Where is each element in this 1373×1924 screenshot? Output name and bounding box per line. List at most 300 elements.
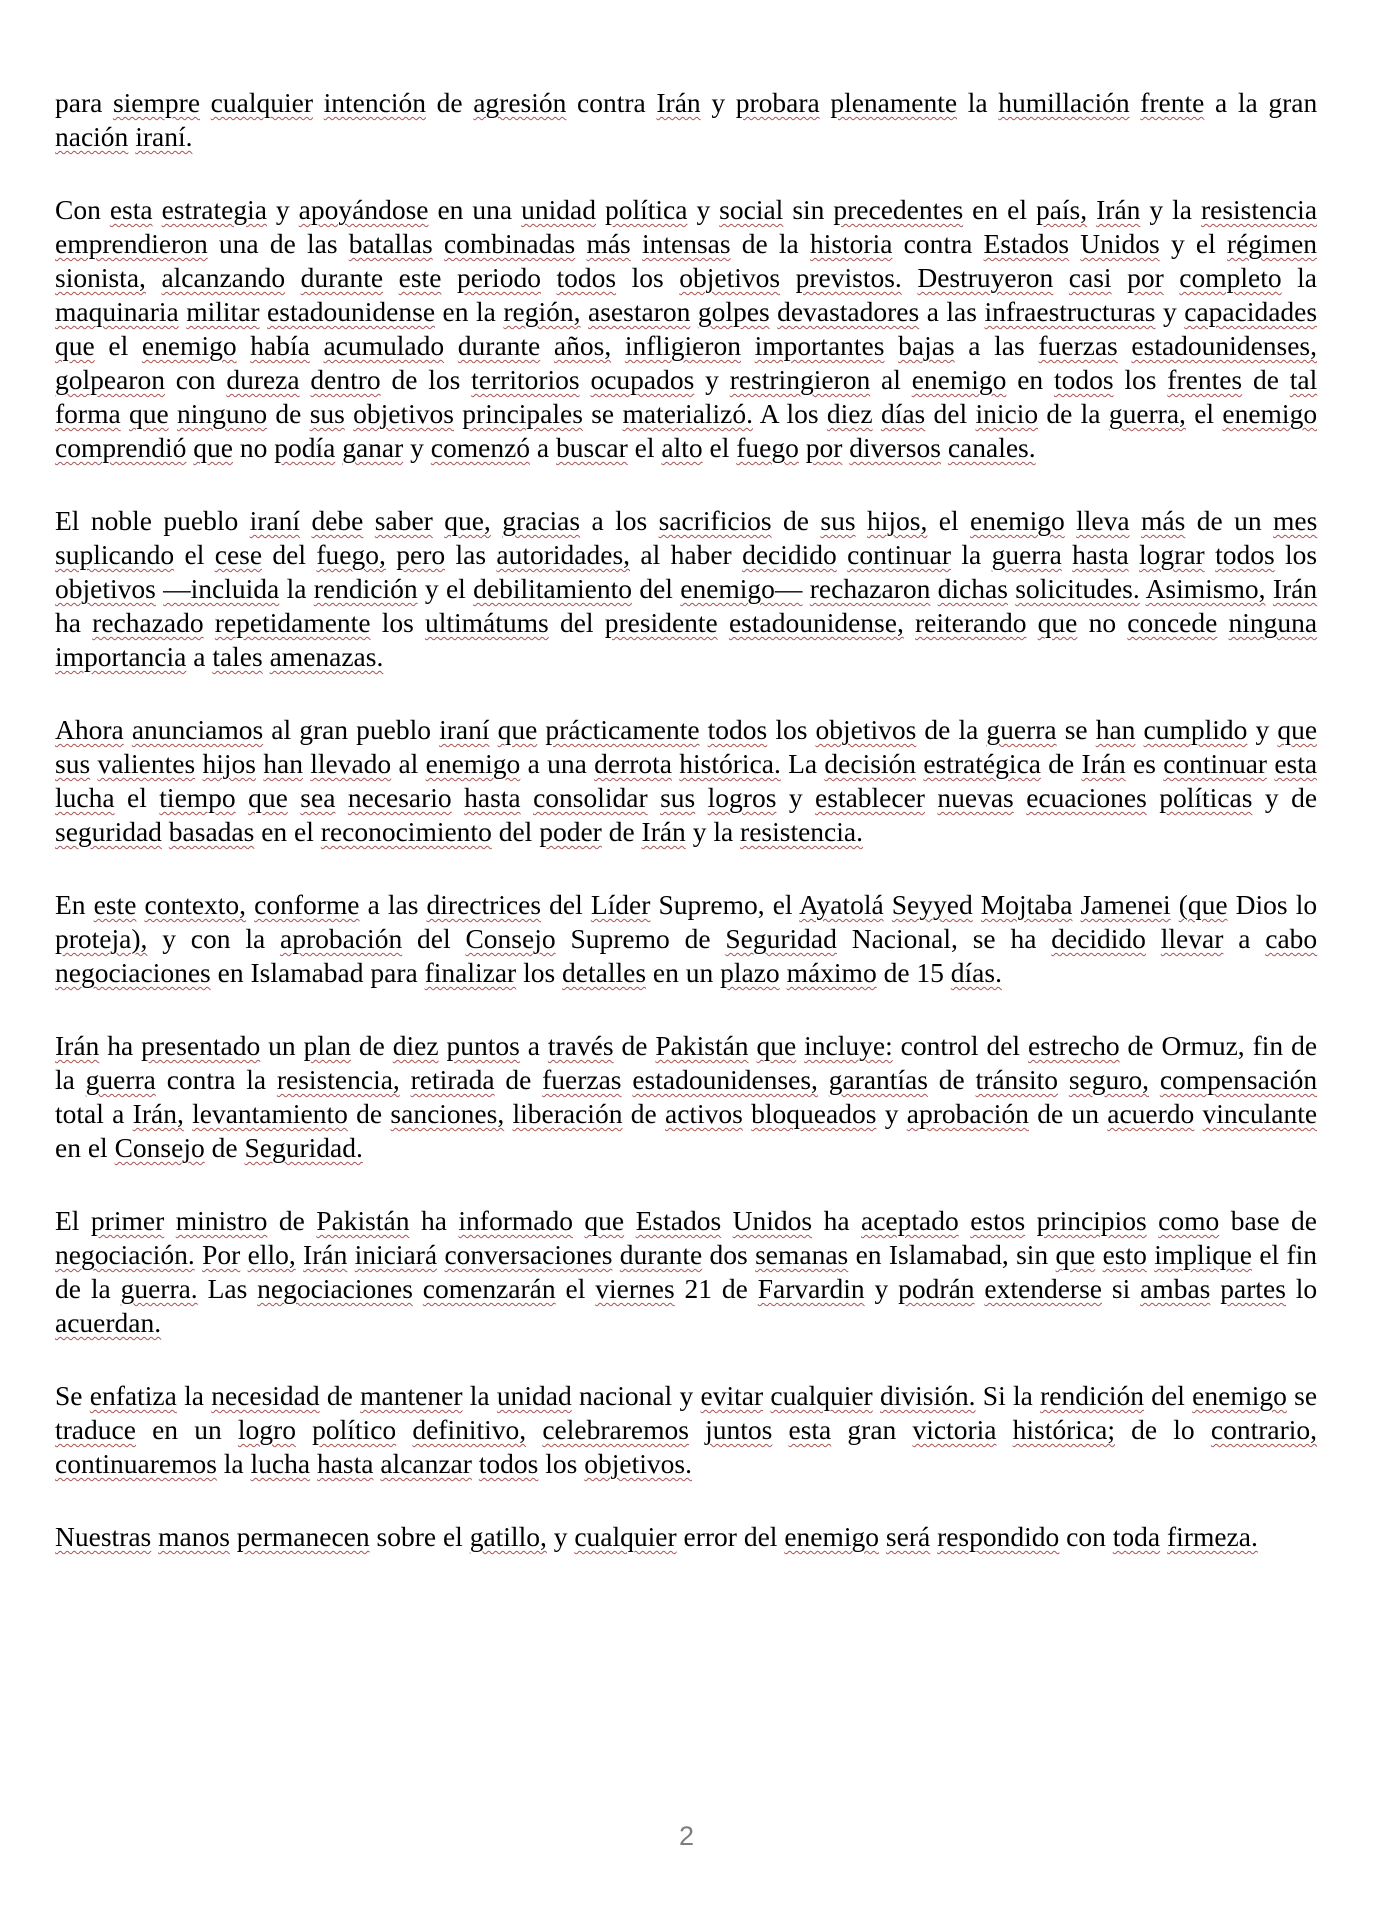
misspelled-word: dichas — [937, 573, 1008, 604]
misspelled-word: país, — [1035, 194, 1088, 225]
misspelled-word: lograr — [1139, 539, 1205, 570]
misspelled-word: combinadas — [443, 228, 576, 259]
misspelled-word: canales. — [947, 432, 1036, 463]
misspelled-word: seguridad — [55, 816, 162, 847]
misspelled-word: completo — [1179, 262, 1282, 293]
misspelled-word: celebraremos — [542, 1414, 689, 1445]
misspelled-word: Estados — [983, 228, 1070, 259]
misspelled-word: diez — [826, 398, 873, 429]
misspelled-word: político — [312, 1414, 397, 1445]
misspelled-word: que — [1055, 1239, 1096, 1270]
misspelled-word: Unidos — [732, 1205, 813, 1236]
misspelled-word: fuerzas — [542, 1064, 622, 1095]
misspelled-word: través — [547, 1030, 614, 1061]
misspelled-word: contrario, — [1210, 1414, 1317, 1445]
misspelled-word: hijos — [202, 748, 256, 779]
misspelled-word: durante — [457, 330, 541, 361]
misspelled-word: sus — [820, 505, 856, 536]
misspelled-word: necesario — [347, 782, 452, 813]
misspelled-word: sionista, — [55, 262, 146, 293]
misspelled-word: Farvardin — [757, 1273, 865, 1304]
paragraph: Ahora anunciamos al gran pueblo iraní que prácticamente todos los objetivos de la guerra se han cumplido y que sus valientes hijos han llevado al enemigo a una derrota histórica. La decisión estratégica de Irán es continuar esta lucha el tiempo que sea necesario hasta consolidar sus logros y establecer nuevas ecuaciones políticas y de seguridad basadas en el reconocimiento del poder de Irán y la resistencia. — [55, 714, 1318, 847]
misspelled-word: hasta — [464, 782, 521, 813]
misspelled-word: que — [55, 330, 95, 361]
misspelled-word: acuerdo — [1107, 1098, 1195, 1129]
document-body-text — [55, 86, 1317, 1593]
misspelled-word: sanciones, — [390, 1098, 505, 1129]
misspelled-word: conversaciones — [444, 1239, 613, 1270]
misspelled-word: esta — [109, 194, 153, 225]
misspelled-word: nación — [55, 121, 129, 152]
misspelled-word: levantamiento — [192, 1098, 348, 1129]
misspelled-word: viernes — [595, 1273, 675, 1304]
misspelled-word: por — [1127, 262, 1164, 293]
misspelled-word: han — [263, 748, 303, 779]
misspelled-word: todos — [556, 262, 617, 293]
misspelled-word: días — [880, 398, 926, 429]
misspelled-word: fuego, — [316, 539, 386, 570]
misspelled-word: estrecho — [1028, 1030, 1120, 1061]
misspelled-word: todos — [1215, 539, 1275, 570]
misspelled-word: estrategia — [161, 194, 267, 225]
misspelled-word: ambas — [1140, 1273, 1211, 1304]
misspelled-word: poder — [539, 816, 602, 847]
misspelled-word: fuego — [736, 432, 799, 463]
misspelled-word: resistencia — [1200, 194, 1318, 225]
misspelled-word: sus — [309, 398, 345, 429]
misspelled-word: Irán — [303, 1239, 348, 1270]
misspelled-word: continuar — [847, 539, 951, 570]
misspelled-word: Nuestras — [55, 1521, 152, 1552]
misspelled-word: cese — [214, 539, 263, 570]
misspelled-word: respondido — [937, 1521, 1060, 1552]
misspelled-word: toda — [1112, 1521, 1161, 1552]
misspelled-word: dentro — [310, 364, 381, 395]
misspelled-word: detalles — [562, 957, 647, 988]
misspelled-word: Pakistán — [316, 1205, 410, 1236]
misspelled-word: Irán, — [132, 1098, 184, 1129]
misspelled-word: infligieron — [624, 330, 741, 361]
misspelled-word: definitivo, — [412, 1414, 527, 1445]
misspelled-word: directrices — [426, 889, 542, 920]
misspelled-word: guerra — [991, 539, 1062, 570]
misspelled-word: tránsito — [975, 1064, 1059, 1095]
misspelled-word: continuar — [1163, 748, 1268, 779]
misspelled-word: garantías — [828, 1064, 928, 1095]
misspelled-word: golpes — [697, 296, 770, 327]
misspelled-word: saber — [374, 505, 433, 536]
misspelled-word: negociaciones — [55, 957, 211, 988]
misspelled-word: implique — [1154, 1239, 1252, 1270]
misspelled-word: puntos — [446, 1030, 520, 1061]
misspelled-word: probara — [735, 87, 820, 118]
misspelled-word: emprendieron — [55, 228, 208, 259]
misspelled-word: enemigo — [425, 748, 521, 779]
misspelled-word: fuerzas — [1038, 330, 1118, 361]
paragraph: Nuestras manos permanecen sobre el gatillo, y cualquier error del enemigo será respondido con toda firmeza. — [55, 1521, 1258, 1552]
misspelled-word: agresión — [473, 87, 567, 118]
misspelled-word: primer — [90, 1205, 165, 1236]
misspelled-word: lucha — [55, 782, 115, 813]
misspelled-word: necesidad — [211, 1380, 320, 1411]
misspelled-word: materializó. — [622, 398, 754, 429]
misspelled-word: será — [885, 1521, 931, 1552]
misspelled-word: ganar — [342, 432, 404, 463]
misspelled-word: que — [128, 398, 169, 429]
misspelled-word: contexto, — [144, 889, 247, 920]
misspelled-word: presentado — [141, 1030, 261, 1061]
misspelled-word: semanas — [755, 1239, 849, 1270]
misspelled-word: enemigo — [1192, 1380, 1287, 1411]
misspelled-word: cualquier — [574, 1521, 677, 1552]
misspelled-word: liberación — [512, 1098, 623, 1129]
misspelled-word: pero — [396, 539, 446, 570]
misspelled-word: precedentes — [833, 194, 964, 225]
misspelled-word: plenamente — [830, 87, 958, 118]
misspelled-word: plan — [303, 1030, 351, 1061]
misspelled-word: Seguridad. — [244, 1132, 363, 1163]
misspelled-word: resistencia. — [740, 816, 863, 847]
misspelled-word: por — [805, 432, 843, 463]
misspelled-word: enemigo — [1222, 398, 1318, 429]
misspelled-word: estratégica — [923, 748, 1041, 779]
misspelled-word: decisión — [824, 748, 917, 779]
misspelled-word: podía — [274, 432, 336, 463]
misspelled-word: más — [586, 228, 631, 259]
paragraph: El primer ministro de Pakistán ha informado que Estados Unidos ha aceptado estos principios como base de negociación. Por ello, Irán iniciará conversaciones durante dos semanas en Islamabad, sin que esto implique el fin de la guerra. Las negociaciones comenzarán el viernes 21 de Farvardin y podrán extenderse si ambas partes lo acuerdan. — [55, 1205, 1318, 1338]
misspelled-word: unidad — [496, 1380, 572, 1411]
misspelled-word: gatillo, — [469, 1521, 547, 1552]
misspelled-word: apoyándose — [298, 194, 429, 225]
misspelled-word: periodo — [456, 262, 541, 293]
misspelled-word: sus — [660, 782, 696, 813]
misspelled-word: cumplido — [1143, 714, 1248, 745]
misspelled-word: acuerdan. — [55, 1307, 162, 1338]
misspelled-word: que — [497, 714, 538, 745]
misspelled-word: frente — [1140, 87, 1205, 118]
misspelled-word: enemigo — [141, 330, 237, 361]
misspelled-word: objetivos — [679, 262, 781, 293]
misspelled-word: diversos — [849, 432, 941, 463]
misspelled-word: tal — [1289, 364, 1318, 395]
page-number: 2 — [678, 1821, 695, 1851]
misspelled-word: inicio — [975, 398, 1039, 429]
misspelled-word: humillación — [998, 87, 1130, 118]
misspelled-word: restringieron — [729, 364, 871, 395]
misspelled-word: historia — [809, 228, 893, 259]
misspelled-word: sus — [55, 748, 91, 779]
misspelled-word: Destruyeron — [917, 262, 1054, 293]
misspelled-word: años, — [553, 330, 612, 361]
misspelled-word: que — [756, 1030, 797, 1061]
misspelled-word: alto — [661, 432, 703, 463]
misspelled-word: Seyyed — [891, 889, 973, 920]
misspelled-word: suplicando — [55, 539, 175, 570]
misspelled-word: bloqueados — [751, 1098, 877, 1129]
misspelled-word: valientes — [97, 748, 196, 779]
misspelled-word: guerra — [85, 1064, 156, 1095]
misspelled-word: hijos, — [866, 505, 928, 536]
misspelled-word: comprendió — [55, 432, 187, 463]
misspelled-word: traduce — [55, 1414, 136, 1445]
misspelled-word: siempre — [112, 87, 201, 118]
misspelled-word: estadounidenses, — [1131, 330, 1318, 361]
misspelled-word: días. — [950, 957, 1002, 988]
misspelled-word: debe — [311, 505, 364, 536]
misspelled-word: enemigo — [970, 505, 1065, 536]
misspelled-word: Irán — [1081, 748, 1126, 779]
paragraph: Con esta estrategia y apoyándose en una unidad política y social sin precedentes en el país, Irán y la resistencia emprendieron una de las batallas combinadas más intensas de la historia contra Estados Unidos y el régimen sionista, alcanzando durante este periodo todos los objetivos previstos. Destruyeron casi por completo la maquinaria militar estadounidense en la región, asestaron golpes devastadores a las infraestructuras y capacidades que el enemigo había acumulado durante años, infligieron importantes bajas a las fuerzas estadounidenses, golpearon con dureza dentro de los territorios ocupados y restringieron al enemigo en todos los frentes de tal forma que ninguno de sus objetivos principales se materializó. A los diez días del inicio de la guerra, el enemigo comprendió que no podía ganar y comenzó a buscar el alto el fuego por diversos canales. — [55, 194, 1318, 463]
misspelled-word: que — [193, 432, 233, 463]
misspelled-word: tales — [212, 641, 263, 672]
misspelled-word: debilitamiento — [473, 573, 632, 604]
misspelled-word: todos — [707, 714, 768, 745]
misspelled-word: alcanzar — [380, 1448, 472, 1479]
misspelled-word: —incluida — [163, 573, 280, 604]
misspelled-word: evitar — [700, 1380, 764, 1411]
misspelled-word: principios — [1036, 1205, 1147, 1236]
misspelled-word: como — [1158, 1205, 1220, 1236]
misspelled-word: capacidades — [1184, 296, 1318, 327]
misspelled-word: estadounidense, — [728, 607, 904, 638]
misspelled-word: gracias — [502, 505, 581, 536]
misspelled-word: incluye: — [804, 1030, 893, 1061]
misspelled-word: máximo — [786, 957, 877, 988]
misspelled-word: aceptado — [861, 1205, 959, 1236]
misspelled-word: todos — [478, 1448, 539, 1479]
misspelled-word: que — [1277, 714, 1318, 745]
misspelled-word: victoria — [912, 1414, 997, 1445]
misspelled-word: esta — [788, 1414, 832, 1445]
misspelled-word: Unidos — [1080, 228, 1160, 259]
misspelled-word: infraestructuras — [984, 296, 1156, 327]
misspelled-word: resistencia, — [276, 1064, 400, 1095]
misspelled-word: compensación — [1159, 1064, 1318, 1095]
misspelled-word: diez — [392, 1030, 439, 1061]
misspelled-word: Asimismo, — [1145, 573, 1266, 604]
misspelled-word: Consejo — [114, 1132, 205, 1163]
misspelled-word: este — [398, 262, 442, 293]
misspelled-word: régimen — [1226, 228, 1318, 259]
misspelled-word: importantes — [754, 330, 885, 361]
misspelled-word: firmeza. — [1166, 1521, 1258, 1552]
misspelled-word: alcanzando — [161, 262, 286, 293]
misspelled-word: llevado — [310, 748, 392, 779]
misspelled-word: logro — [237, 1414, 296, 1445]
misspelled-word: Ahora — [55, 714, 124, 745]
misspelled-word: enemigo — [784, 1521, 880, 1552]
misspelled-word: devastadores — [777, 296, 920, 327]
misspelled-word: políticas — [1159, 782, 1253, 813]
misspelled-word: ninguno — [176, 398, 268, 429]
misspelled-word: este — [93, 889, 137, 920]
misspelled-word: que — [584, 1205, 625, 1236]
misspelled-word: había — [250, 330, 310, 361]
misspelled-word: amenazas. — [269, 641, 384, 672]
misspelled-word: que — [248, 782, 288, 813]
misspelled-word: permanecen — [236, 1521, 370, 1552]
misspelled-word: aprobación — [280, 923, 403, 954]
misspelled-word: iraní — [439, 714, 490, 745]
misspelled-word: Pakistán — [655, 1030, 749, 1061]
misspelled-word: guerra. — [120, 1273, 198, 1304]
paragraph: Irán ha presentado un plan de diez puntos a través de Pakistán que incluye: control del estrecho de Ormuz, fin de la guerra contra la resistencia, retirada de fuerzas estadounidenses, garantías de tránsito seguro, compensación total a Irán, levantamiento de sanciones, liberación de activos bloqueados y aprobación de un acuerdo vinculante en el Consejo de Seguridad. — [55, 1030, 1318, 1163]
misspelled-word: esta — [1274, 748, 1318, 779]
misspelled-word: lucha — [250, 1448, 311, 1479]
misspelled-word: enemigo— — [680, 573, 803, 604]
misspelled-word: ultimátums — [425, 607, 549, 638]
misspelled-word: informado — [458, 1205, 573, 1236]
misspelled-word: ocupados — [590, 364, 695, 395]
misspelled-word: anunciamos — [131, 714, 264, 745]
misspelled-word: vinculante — [1202, 1098, 1318, 1129]
misspelled-word: que, — [444, 505, 491, 536]
misspelled-word: ello, — [247, 1239, 296, 1270]
misspelled-word: Jamenei — [1080, 889, 1171, 920]
misspelled-word: mes — [1272, 505, 1318, 536]
misspelled-word: autoridades, — [496, 539, 631, 570]
misspelled-word: partes — [1220, 1273, 1286, 1304]
misspelled-word: Líder — [590, 889, 651, 920]
misspelled-word: iraní — [249, 505, 301, 536]
misspelled-word: Irán — [1272, 573, 1318, 604]
misspelled-word: objetivos — [353, 398, 454, 429]
misspelled-word: intensas — [641, 228, 731, 259]
misspelled-word: que — [1037, 607, 1078, 638]
misspelled-word: dureza — [226, 364, 300, 395]
misspelled-word: reiterando — [915, 607, 1027, 638]
misspelled-word: objetivos — [815, 714, 917, 745]
misspelled-word: Irán — [641, 816, 686, 847]
misspelled-word: concede — [1127, 607, 1218, 638]
misspelled-word: tiempo — [159, 782, 236, 813]
misspelled-word: hasta — [316, 1448, 374, 1479]
misspelled-word: seguro, — [1068, 1064, 1150, 1095]
misspelled-word: sacrificios — [658, 505, 772, 536]
misspelled-word: rendición — [313, 573, 418, 604]
misspelled-word: guerra — [986, 714, 1057, 745]
misspelled-word: enemigo — [911, 364, 1007, 395]
misspelled-word: Mojtaba — [980, 889, 1073, 920]
misspelled-word: hasta — [1072, 539, 1129, 570]
misspelled-word: rechazaron — [809, 573, 931, 604]
misspelled-word: retirada — [410, 1064, 495, 1095]
misspelled-word: estadounidense — [267, 296, 436, 327]
misspelled-word: batallas — [348, 228, 433, 259]
misspelled-word: negociación. — [55, 1239, 195, 1270]
misspelled-word: cualquier — [770, 1380, 873, 1411]
misspelled-word: todos — [1053, 364, 1114, 395]
misspelled-word: mantener — [360, 1380, 463, 1411]
misspelled-word: social — [719, 194, 784, 225]
misspelled-word: podrán — [898, 1273, 975, 1304]
misspelled-word: solicitudes. — [1015, 573, 1140, 604]
misspelled-word: Consejo — [465, 923, 556, 954]
misspelled-word: iraní. — [135, 121, 193, 152]
misspelled-word: frentes — [1167, 364, 1243, 395]
misspelled-word: asestaron — [588, 296, 691, 327]
misspelled-word: previstos. — [795, 262, 902, 293]
misspelled-word: aprobación — [906, 1098, 1029, 1129]
misspelled-word: acumulado — [323, 330, 445, 361]
misspelled-word: logros — [707, 782, 777, 813]
misspelled-word: activos — [664, 1098, 743, 1129]
misspelled-word: maquinaria — [55, 296, 179, 327]
misspelled-word: nuevas — [937, 782, 1014, 813]
misspelled-word: repetidamente — [214, 607, 371, 638]
misspelled-word: reconocimiento — [320, 816, 492, 847]
misspelled-word: Irán — [1096, 194, 1141, 225]
misspelled-word: decidido — [742, 539, 837, 570]
misspelled-word: Irán — [656, 87, 701, 118]
misspelled-word: ministro — [175, 1205, 268, 1236]
misspelled-word: guerra, — [1108, 398, 1186, 429]
misspelled-word: presidente — [604, 607, 718, 638]
misspelled-word: rechazado — [92, 607, 204, 638]
paragraph: Se enfatiza la necesidad de mantener la unidad nacional y evitar cualquier división. Si la rendición del enemigo se traduce en un logro político definitivo, celebraremos juntos esta gran victoria histórica; de lo contrario, continuaremos la lucha hasta alcanzar todos los objetivos. — [55, 1380, 1318, 1479]
misspelled-word: conforme — [254, 889, 360, 920]
misspelled-word: manos — [158, 1521, 230, 1552]
misspelled-word: enfatiza — [89, 1380, 177, 1411]
misspelled-word: unidad — [521, 194, 596, 225]
misspelled-word: región, — [503, 296, 581, 327]
misspelled-word: extenderse — [984, 1273, 1102, 1304]
misspelled-word: bajas — [898, 330, 955, 361]
misspelled-word: lleva — [1076, 505, 1130, 536]
misspelled-word: han — [1095, 714, 1136, 745]
misspelled-word: estos — [970, 1205, 1026, 1236]
misspelled-word: objetivos. — [584, 1448, 692, 1479]
misspelled-word: ecuaciones — [1026, 782, 1147, 813]
misspelled-word: Seguridad — [725, 923, 837, 954]
misspelled-word: división. — [880, 1380, 976, 1411]
misspelled-word: militar — [186, 296, 260, 327]
misspelled-word: iniciará — [354, 1239, 438, 1270]
misspelled-word: Estados — [635, 1205, 722, 1236]
misspelled-word: continuaremos — [55, 1448, 217, 1479]
misspelled-word: forma — [55, 398, 121, 429]
paragraph: En este contexto, conforme a las directrices del Líder Supremo, el Ayatolá Seyyed Mojtaba Jamenei (que Dios lo proteja), y con la aprobación del Consejo Supremo de Seguridad Nacional, se ha decidido llevar a cabo negociaciones en Islamabad para finalizar los detalles en un plazo máximo de 15 días. — [55, 889, 1318, 988]
misspelled-word: más — [1140, 505, 1186, 536]
misspelled-word: principales — [462, 398, 583, 429]
misspelled-word: buscar — [556, 432, 628, 463]
misspelled-word: basadas — [168, 816, 255, 847]
misspelled-word: decidido — [1051, 923, 1146, 954]
misspelled-word: establecer — [815, 782, 925, 813]
misspelled-word: proteja), — [55, 923, 148, 954]
paragraph: El noble pueblo iraní debe saber que, gracias a los sacrificios de sus hijos, el enemigo lleva más de un mes suplicando el cese del fuego, pero las autoridades, al haber decidido continuar la guerra hasta lograr todos los objetivos —incluida la rendición y el debilitamiento del enemigo— rechazaron dichas solicitudes. Asimismo, Irán ha rechazado repetidamente los ultimátums del presidente estadounidense, reiterando que no concede ninguna importancia a tales amenazas. — [55, 505, 1318, 672]
misspelled-word: juntos — [705, 1414, 773, 1445]
misspelled-word: cabo — [1265, 923, 1318, 954]
misspelled-word: Irán — [55, 1030, 100, 1061]
misspelled-word: rendición — [1040, 1380, 1144, 1411]
misspelled-word: importancia — [55, 641, 187, 672]
misspelled-word: territorios — [471, 364, 580, 395]
paragraph: para siempre cualquier intención de agresión contra Irán y probara plenamente la humillación frente a la gran nación iraní. — [55, 87, 1318, 152]
misspelled-word: comenzarán — [422, 1273, 556, 1304]
misspelled-word: objetivos — [55, 573, 156, 604]
misspelled-word: durante — [300, 262, 384, 293]
misspelled-word: histórica. — [679, 748, 781, 779]
misspelled-word: plazo — [720, 957, 780, 988]
misspelled-word: política — [604, 194, 688, 225]
misspelled-word: esto — [1102, 1239, 1147, 1270]
misspelled-word: histórica; — [1012, 1414, 1115, 1445]
misspelled-word: Por — [202, 1239, 241, 1270]
misspelled-word: estadounidenses, — [632, 1064, 818, 1095]
misspelled-word: finalizar — [424, 957, 517, 988]
misspelled-word: (que — [1178, 889, 1228, 920]
